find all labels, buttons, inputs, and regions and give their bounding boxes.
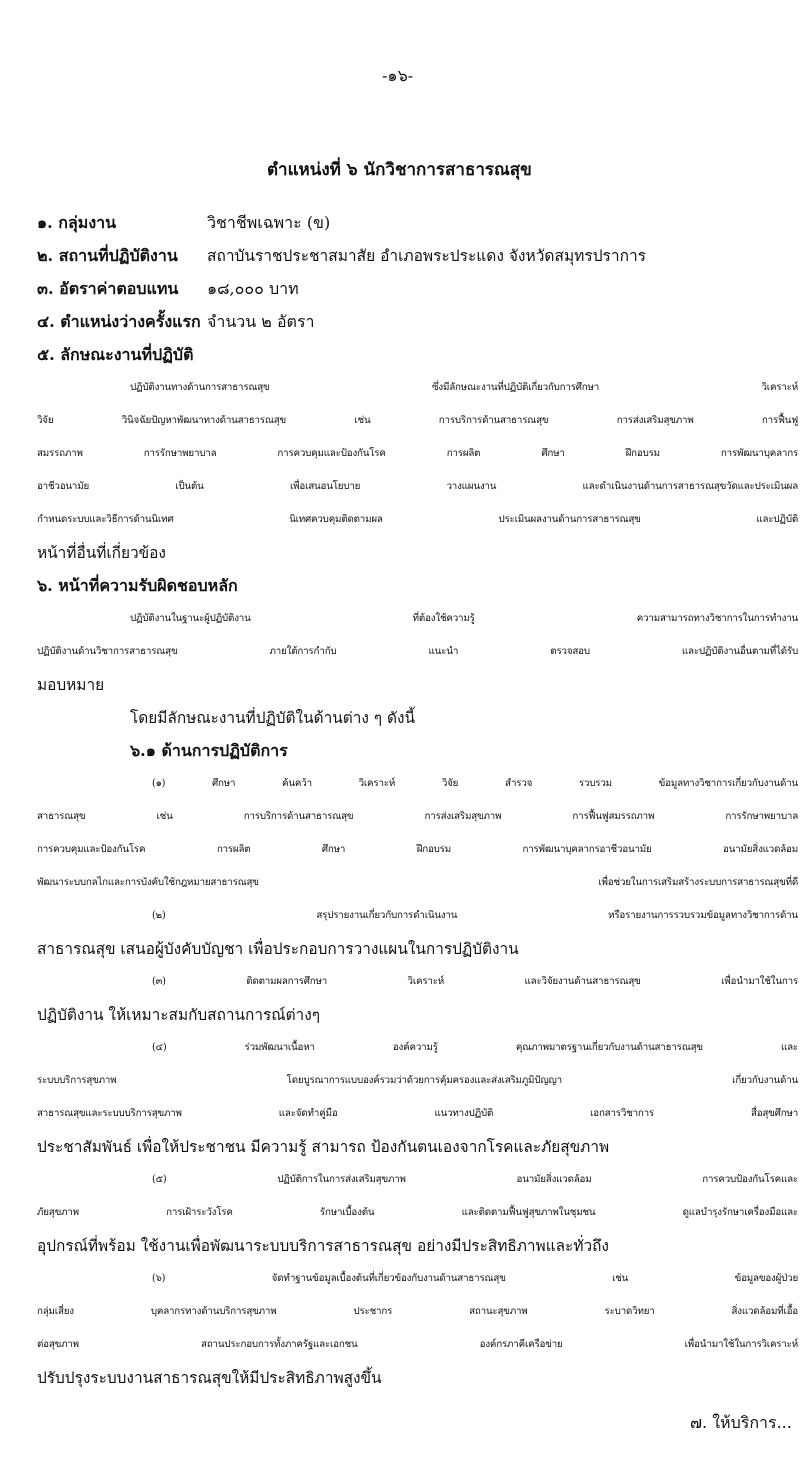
info-value-group: วิชาชีพเฉพาะ (ข) xyxy=(207,213,331,232)
section5-heading: ๕. ลักษณะงานที่ปฏิบัติ xyxy=(37,345,194,364)
info-label-salary: ๓. อัตราค่าตอบแทน xyxy=(37,279,179,298)
section5-line: หน้าที่อื่นที่เกี่ยวข้อง xyxy=(37,544,166,562)
duty-item-line: (๕) ปฏิบัติการในการส่งเสริมสุขภาพ อนามัยสิ่งแวดล้อม การควบป้องกันโรคและ xyxy=(152,1174,798,1185)
duty-item-line: พัฒนาระบบกลไกและการบังคับใช้กฎหมายสาธารณสุข เพื่อช่วยในการเสริมสร้างระบบการสาธารณสุขที่ดี xyxy=(37,877,798,888)
duty-item-line: สาธารณสุข เสนอผู้บังคับบัญชา เพื่อประกอบการวางแผนในการปฏิบัติงาน xyxy=(37,940,519,958)
info-value-salary: ๑๘,๐๐๐ บาท xyxy=(207,279,299,298)
duty-item-line: การควบคุมและป้องกันโรค การผลิต ศึกษา ฝึกอบรม การพัฒนาบุคลากรอาชีวอนามัย อนามัยสิ่งแวดล้อม xyxy=(37,844,798,855)
info-label-location: ๒. สถานที่ปฏิบัติงาน xyxy=(37,246,178,265)
continuation-note: ๗. ให้บริการ... xyxy=(690,1413,792,1432)
duty-item-line: (๑) ศึกษา ค้นคว้า วิเคราะห์ วิจัย สำรวจ รวบรวม ข้อมูลทางวิชาการเกี่ยวกับงานด้าน xyxy=(152,778,798,789)
section6-heading: ๖. หน้าที่ความรับผิดชอบหลัก xyxy=(37,576,238,595)
section5-line: กำหนดระบบและวิธีการด้านนิเทศ นิเทศควบคุมติดตามผล ประเมินผลงานด้านการสาธารณสุข และปฏิบัติ xyxy=(37,514,798,525)
duty-item-line: ภัยสุขภาพ การเฝ้าระวังโรค รักษาเบื้องต้น และติดตามฟื้นฟูสุขภาพในชุมชน ดูแลบำรุงรักษาเครื่องมือและ xyxy=(37,1207,798,1218)
info-value-vacancy: จำนวน ๒ อัตรา xyxy=(207,312,315,331)
duty-item-line: ต่อสุขภาพ สถานประกอบการทั้งภาครัฐและเอกชน องค์กรภาคีเครือข่าย เพื่อนำมาใช้ในการวิเคราะห์ xyxy=(37,1339,798,1350)
duty-item-line: (๖) จัดทำฐานข้อมูลเบื้องต้นที่เกี่ยวข้องกับงานด้านสาธารณสุข เช่น ข้อมูลของผู้ป่วย xyxy=(152,1273,798,1284)
page-title: ตำแหน่งที่ ๖ นักวิชาการสาธารณสุข xyxy=(267,160,532,180)
page-number: -๑๖- xyxy=(382,66,414,85)
duty-item-line: (๓) ติดตามผลการศึกษา วิเคราะห์ และวิจัยงานด้านสาธารณสุข เพื่อนำมาใช้ในการ xyxy=(152,976,798,987)
section6-subheading: ๖.๑ ด้านการปฏิบัติการ xyxy=(130,741,288,760)
section5-line: อาชีวอนามัย เป็นต้น เพื่อเสนอนโยบาย วางแผนงาน และดำเนินงานด้านการสาธารณสุขวัดและประเมินผล xyxy=(37,481,798,492)
duty-item-line: (๒) สรุปรายงานเกี่ยวกับการดำเนินงาน หรือรายงานการรวบรวมข้อมูลทางวิชาการด้าน xyxy=(152,910,798,921)
duty-item-line: สาธารณสุขและระบบบริการสุขภาพ และจัดทำคู่มือ แนวทางปฏิบัติ เอกสารวิชาการ สื่อสุขศึกษา xyxy=(37,1108,798,1119)
duty-item-line: ปฏิบัติงาน ให้เหมาะสมกับสถานการณ์ต่างๆ xyxy=(37,1006,320,1024)
duty-item-line: ปรับปรุงระบบงานสาธารณสุขให้มีประสิทธิภาพสูงขึ้น xyxy=(37,1369,382,1387)
section5-line: วิจัย วินิจฉัยปัญหาพัฒนาทางด้านสาธารณสุข เช่น การบริการด้านสาธารณสุข การส่งเสริมสุขภาพ การฟื้นฟู xyxy=(37,415,798,426)
duty-item-line: (๔) ร่วมพัฒนาเนื้อหา องค์ความรู้ คุณภาพมาตรฐานเกี่ยวกับงานด้านสาธารณสุข และ xyxy=(152,1042,798,1053)
duty-item-line: กลุ่มเสี่ยง บุคลากรทางด้านบริการสุขภาพ ประชากร สถานะสุขภาพ ระบาดวิทยา สิ่งแวดล้อมที่เอื้อ xyxy=(37,1306,798,1317)
section6-intro-line: มอบหมาย xyxy=(37,676,105,694)
info-label-group: ๑. กลุ่มงาน xyxy=(37,213,117,232)
section6-intro-line: ปฏิบัติงานในฐานะผู้ปฏิบัติงาน ที่ต้องใช้ความรู้ ความสามารถทางวิชาการในการทำงาน xyxy=(130,613,798,624)
info-label-vacancy: ๔. ตำแหน่งว่างครั้งแรก xyxy=(37,312,201,331)
section5-line: ปฏิบัติงานทางด้านการสาธารณสุข ซึ่งมีลักษณะงานที่ปฏิบัติเกี่ยวกับการศึกษา วิเคราะห์ xyxy=(130,382,798,393)
section5-line: สมรรถภาพ การรักษาพยาบาล การควบคุมและป้องกันโรค การผลิต ศึกษา ฝึกอบรม การพัฒนาบุคลากร xyxy=(37,448,798,459)
duty-item-line: อุปกรณ์ที่พร้อม ใช้งานเพื่อพัฒนาระบบบริการสาธารณสุข อย่างมีประสิทธิภาพและทั่วถึง xyxy=(37,1237,609,1255)
section6-intro-line: ปฏิบัติงานด้านวิชาการสาธารณสุข ภายใต้การกำกับ แนะนำ ตรวจสอบ และปฏิบัติงานอื่นตามที่ได้รับ xyxy=(37,646,798,657)
duty-item-line: สาธารณสุข เช่น การบริการด้านสาธารณสุข การส่งเสริมสุขภาพ การฟื้นฟูสมรรถภาพ การรักษาพยาบาล xyxy=(37,811,798,822)
section6-lead: โดยมีลักษณะงานที่ปฏิบัติในด้านต่าง ๆ ดังนี้ xyxy=(130,709,415,727)
duty-item-line: ประชาสัมพันธ์ เพื่อให้ประชาชน มีความรู้ สามารถ ป้องกันตนเองจากโรคและภัยสุขภาพ xyxy=(37,1138,610,1156)
duty-item-line: ระบบบริการสุขภาพ โดยบูรณาการแบบองค์รวมว่าด้วยการคุ้มครองและส่งเสริมภูมิปัญญา เกี่ยวกับงานด้าน xyxy=(37,1075,798,1086)
info-value-location: สถาบันราชประชาสมาสัย อำเภอพระประแดง จังหวัดสมุทรปราการ xyxy=(207,247,646,265)
